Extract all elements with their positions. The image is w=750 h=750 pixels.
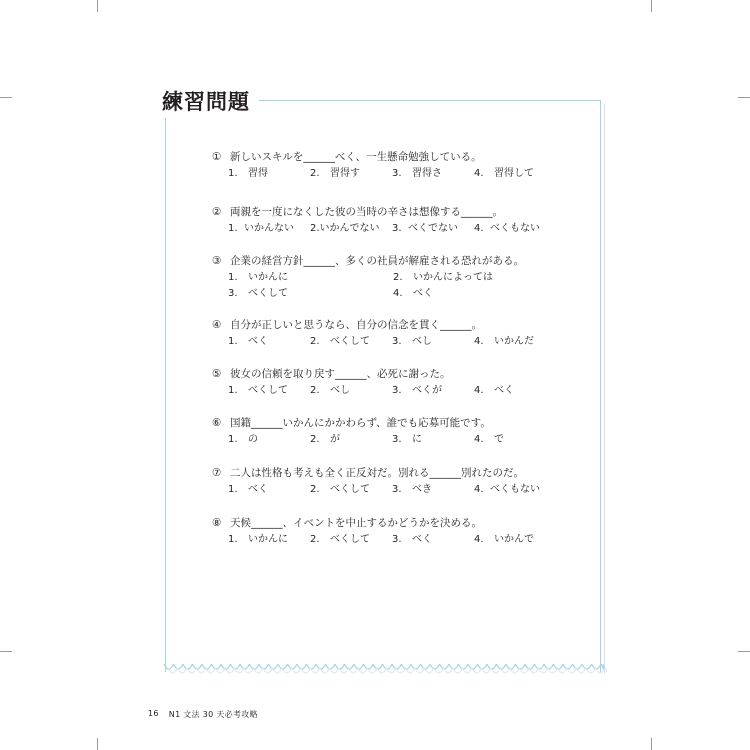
question-marker: ⑦ (212, 467, 222, 479)
question-text: 国籍______いかんにかかわらず、誰でも応募可能です。 (230, 417, 491, 429)
crop-mark (651, 0, 652, 12)
crop-mark (651, 738, 652, 750)
answer-option[interactable]: 4. で (474, 434, 504, 445)
question-text: 両親を一度になくした彼の当時の辛さは想像する______。 (230, 206, 503, 218)
question-3 (212, 254, 592, 301)
question-marker: ④ (212, 319, 222, 331)
question-1 (212, 150, 592, 181)
answer-option[interactable]: 3. 習得さ (392, 168, 442, 179)
answer-option[interactable]: 4. べく (474, 385, 514, 396)
crop-mark (97, 738, 98, 750)
wavy-bottom-border (160, 664, 607, 682)
answer-option[interactable]: 3. べき (392, 484, 432, 495)
answer-option[interactable]: 2. が (310, 434, 340, 445)
question-marker: ⑧ (212, 517, 222, 529)
question-text: 自分が正しいと思うなら、自分の信念を貫く______。 (230, 319, 482, 331)
question-7 (212, 466, 592, 497)
answer-option[interactable]: 1. べく (228, 336, 268, 347)
question-6 (212, 416, 592, 447)
question-marker: ③ (212, 255, 222, 267)
question-2 (212, 205, 592, 236)
answer-option[interactable]: 4. べくもない (474, 223, 540, 234)
answer-option[interactable]: 1. いかんに (228, 272, 288, 283)
question-text: 企業の経営方針______、多くの社員が解雇される恐れがある。 (230, 255, 524, 267)
answer-option[interactable]: 2. 習得す (310, 168, 360, 179)
question-text: 彼女の信頼を取り戻す______、必死に謝った。 (230, 368, 451, 380)
answer-option[interactable]: 3. べし (392, 336, 432, 347)
crop-mark (0, 97, 12, 98)
answer-option[interactable]: 3. べく (392, 534, 432, 545)
crop-mark (97, 0, 98, 12)
answer-option[interactable]: 3. べくが (392, 385, 442, 396)
answer-option[interactable]: 3. べくして (228, 288, 288, 299)
answer-option[interactable]: 4. べく (393, 288, 433, 299)
question-marker: ⑥ (212, 417, 222, 429)
answer-option[interactable]: 4. べくもない (474, 484, 540, 495)
crop-mark (738, 651, 750, 652)
answer-option[interactable]: 2. べくして (310, 534, 370, 545)
question-text: 天候______、イベントを中止するかどうかを決める。 (230, 517, 482, 529)
question-8 (212, 516, 592, 547)
answer-option[interactable]: 1. いかんない (228, 223, 294, 234)
answer-option[interactable]: 1. べく (228, 484, 268, 495)
answer-option[interactable]: 2. べし (310, 385, 350, 396)
answer-option[interactable]: 2. べくして (310, 336, 370, 347)
answer-option[interactable]: 4. 習得して (474, 168, 534, 179)
crop-mark (738, 97, 750, 98)
question-text: 二人は性格も考えも全く正反対だ。別れる______別れたのだ。 (230, 467, 524, 479)
page-footer (148, 709, 258, 720)
answer-option[interactable]: 1. いかんに (228, 534, 288, 545)
answer-option[interactable]: 2. べくして (310, 484, 370, 495)
question-text: 新しいスキルを______べく、一生懸命勉強している。 (230, 151, 482, 163)
question-5 (212, 367, 592, 398)
book-title: N1 文法 30 天必考攻略 (168, 710, 258, 719)
question-marker: ⑤ (212, 368, 222, 380)
answer-option[interactable]: 1. の (228, 434, 258, 445)
answer-option[interactable]: 4. いかんだ (474, 336, 534, 347)
question-marker: ② (212, 206, 222, 218)
question-4 (212, 318, 592, 349)
question-marker: ① (212, 151, 222, 163)
page-number: 16 (148, 709, 159, 718)
crop-mark (0, 651, 12, 652)
answer-option[interactable]: 1. 習得 (228, 168, 268, 179)
page-title: 練習問題 (162, 89, 250, 114)
answer-option[interactable]: 3. べくでない (392, 223, 458, 234)
answer-option[interactable]: 4. いかんで (474, 534, 534, 545)
answer-option[interactable]: 1. べくして (228, 385, 288, 396)
answer-option[interactable]: 2. いかんによっては (393, 272, 493, 283)
answer-option[interactable]: 3. に (392, 434, 422, 445)
answer-option[interactable]: 2. いかんでない (310, 223, 380, 234)
